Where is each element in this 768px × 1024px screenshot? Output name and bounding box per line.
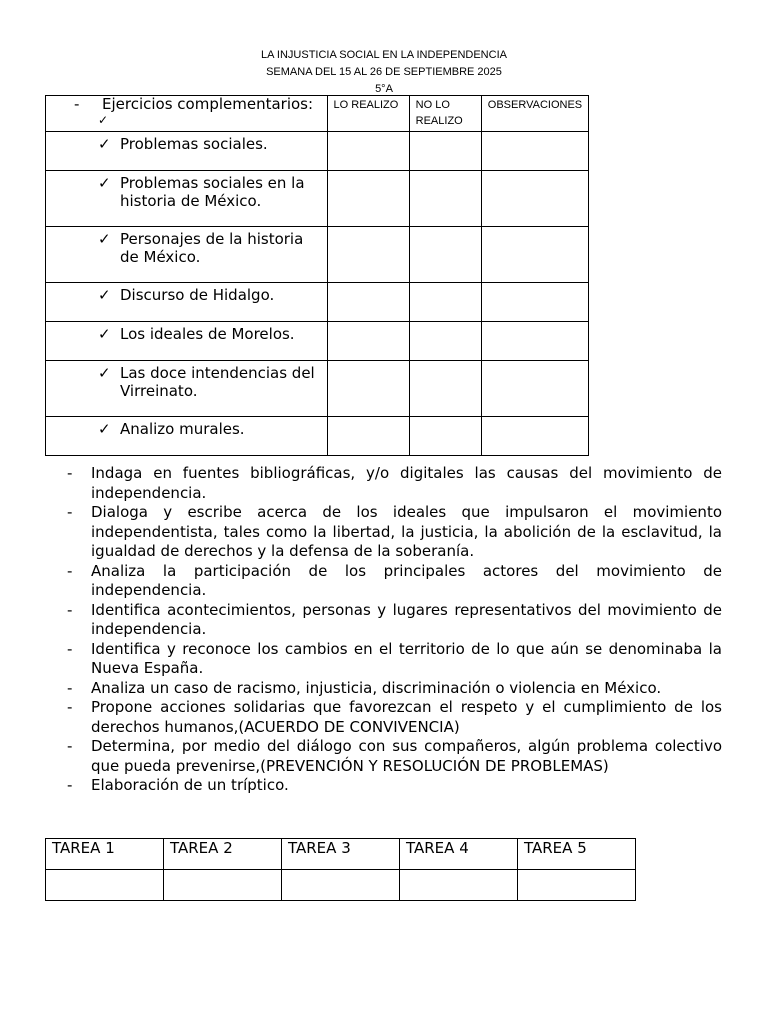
tarea-header: TAREA 2 [164, 839, 282, 870]
tarea-cell[interactable] [46, 870, 164, 901]
cell-not-done[interactable] [409, 227, 481, 283]
list-item: - Analiza un caso de racismo, injusticia, discriminación o violencia en México. [67, 678, 662, 697]
cell-not-done[interactable] [409, 322, 481, 361]
cell-notes[interactable] [481, 283, 588, 322]
list-item: - Elaboración de un tríptico. [67, 776, 289, 794]
checklist-item-label: Analizo murales. [120, 420, 245, 438]
check-icon: ✓ [98, 230, 111, 248]
cell-not-done[interactable] [409, 283, 481, 322]
cell-notes[interactable] [481, 417, 588, 456]
cell-notes[interactable] [481, 171, 588, 227]
check-icon: ✓ [98, 364, 111, 382]
cell-done[interactable] [327, 361, 409, 417]
col-header-not-done: NO LO REALIZO [409, 96, 481, 132]
check-icon: ✓ [98, 325, 111, 343]
tarea-header: TAREA 3 [282, 839, 400, 870]
check-icon: ✓ [98, 135, 111, 153]
checklist-row [46, 361, 589, 417]
tarea-cell[interactable] [518, 870, 636, 901]
list-item: - Determina, por medio del diálogo con sus compañeros, algún problema colectivo que pueda prevenirse,(PREVENCIÓN Y RESOLUCIÓN DE PROBLEMAS) [67, 737, 722, 775]
list-item: - Propone acciones solidarias que favorezcan el respeto y el cumplimiento de los derechos humanos,(ACUERDO DE CONVIVENCIA) [67, 698, 722, 736]
tarea-header: TAREA 1 [46, 839, 164, 870]
check-icon: ✓ [98, 174, 111, 192]
col-header-notes: OBSERVACIONES [481, 96, 588, 132]
list-item: - Analiza la participación de los principales actores del movimiento de independencia. [67, 561, 722, 599]
checklist-header-row [46, 96, 589, 132]
checklist-row [46, 417, 589, 456]
header-title: Ejercicios complementarios: [102, 95, 314, 113]
list-item: - Identifica acontecimientos, personas y lugares representativos del movimiento de independencia. [67, 600, 722, 638]
document-header [0, 47, 768, 98]
checklist-row [46, 227, 589, 283]
tareas-table [45, 838, 636, 901]
checklist-row [46, 283, 589, 322]
col-header-done: LO REALIZO [327, 96, 409, 132]
cell-not-done[interactable] [409, 171, 481, 227]
tareas-header-row [46, 839, 636, 870]
checklist-item-label: Los ideales de Morelos. [120, 325, 295, 343]
checklist-row [46, 132, 589, 171]
tarea-cell[interactable] [400, 870, 518, 901]
checklist-item-label: Las doce intendencias del Virreinato. [120, 364, 315, 400]
document-group: 5°A [375, 83, 393, 95]
tarea-cell[interactable] [164, 870, 282, 901]
activities-list [66, 464, 722, 796]
cell-not-done[interactable] [409, 132, 481, 171]
cell-not-done[interactable] [409, 361, 481, 417]
checklist-item-label: Discurso de Hidalgo. [120, 286, 275, 304]
checklist-item-label: Personajes de la historia de México. [120, 230, 304, 266]
document-title: LA INJUSTICIA SOCIAL EN LA INDEPENDENCIA [261, 49, 507, 61]
checklist-item-label: Problemas sociales en la historia de México. [120, 174, 305, 210]
list-item: - Dialoga y escribe acerca de los ideales que impulsaron el movimiento independentista, tales como la libertad, la justicia, la abolición de la esclavitud, la igualdad de derechos y la defensa de la soberanía. [67, 503, 722, 560]
cell-done[interactable] [327, 227, 409, 283]
checklist-table [45, 95, 589, 456]
tarea-header: TAREA 5 [518, 839, 636, 870]
list-item: - Identifica y reconoce los cambios en el territorio de lo que aún se denominaba la Nueva España. [67, 639, 722, 677]
cell-done[interactable] [327, 322, 409, 361]
cell-done[interactable] [327, 417, 409, 456]
checklist-row [46, 322, 589, 361]
list-item: - Indaga en fuentes bibliográficas, y/o digitales las causas del movimiento de independencia. [67, 464, 722, 502]
cell-done[interactable] [327, 171, 409, 227]
cell-done[interactable] [327, 132, 409, 171]
check-icon: ✓ [98, 286, 111, 304]
cell-notes[interactable] [481, 227, 588, 283]
checklist-main-header [46, 96, 328, 132]
tareas-body-row [46, 870, 636, 901]
cell-notes[interactable] [481, 322, 588, 361]
cell-notes[interactable] [481, 361, 588, 417]
check-icon: ✓ [98, 420, 111, 438]
tarea-cell[interactable] [282, 870, 400, 901]
cell-not-done[interactable] [409, 417, 481, 456]
checklist-row [46, 171, 589, 227]
header-check-icon: ✓ [98, 113, 109, 127]
document-week: SEMANA DEL 15 AL 26 DE SEPTIEMBRE 2025 [266, 66, 502, 78]
header-dash: - [74, 95, 80, 113]
checklist-item-label: Problemas sociales. [120, 135, 268, 153]
cell-done[interactable] [327, 283, 409, 322]
tarea-header: TAREA 4 [400, 839, 518, 870]
cell-notes[interactable] [481, 132, 588, 171]
